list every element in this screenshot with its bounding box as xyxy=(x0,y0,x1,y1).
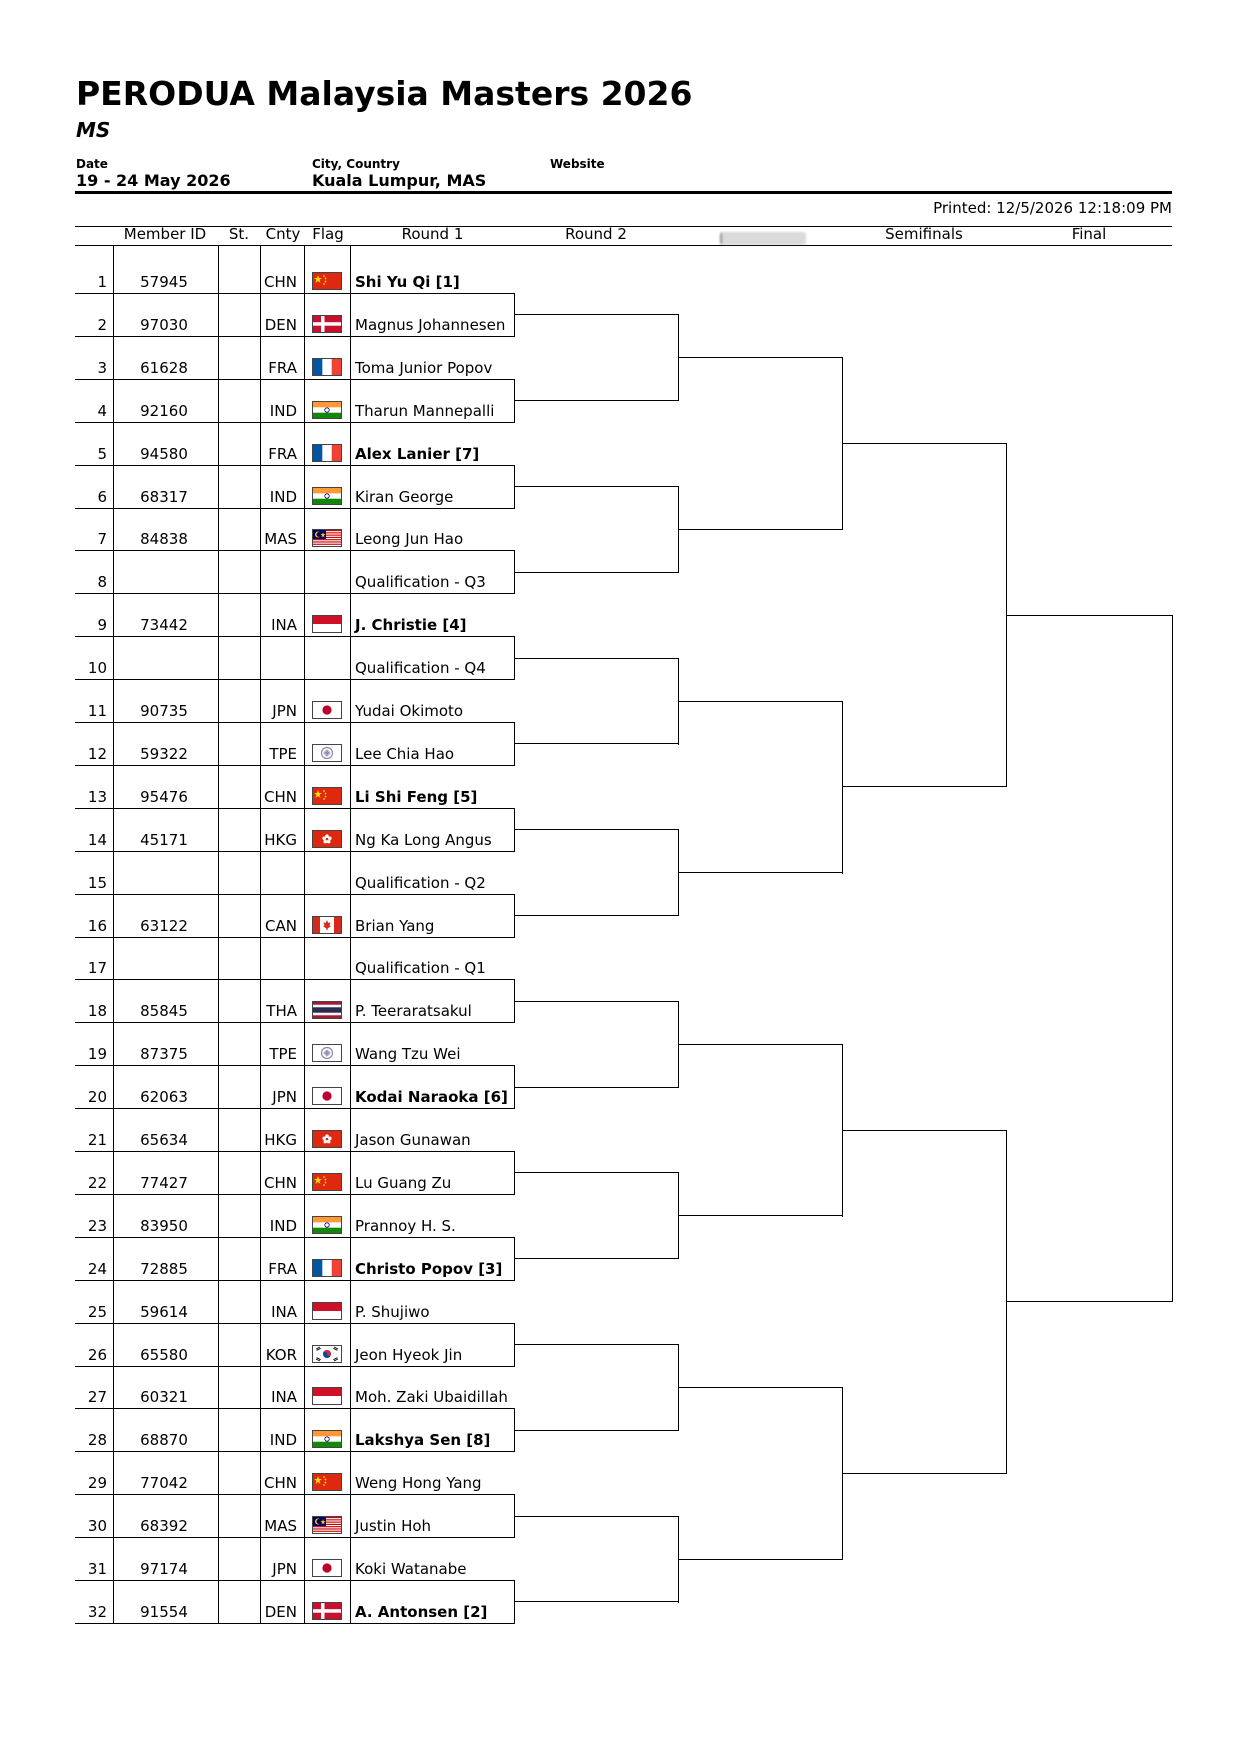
player-name[interactable]: Yudai Okimoto xyxy=(355,702,464,720)
row-underline xyxy=(75,593,515,594)
row-underline xyxy=(75,1623,515,1624)
row-underline xyxy=(75,1494,515,1495)
draw-position: 13 xyxy=(87,787,107,806)
row-underline xyxy=(75,979,515,980)
player-name[interactable]: Ng Ka Long Angus xyxy=(355,830,492,849)
draw-position: 17 xyxy=(87,959,107,978)
semifinal-match-line xyxy=(842,1130,1007,1131)
table-column-separator xyxy=(304,246,305,1624)
column-header-member-id: Member ID xyxy=(123,225,207,243)
round-2-match-line xyxy=(514,1516,679,1517)
header-divider xyxy=(75,191,1172,194)
draw-position: 8 xyxy=(97,573,107,592)
row-underline xyxy=(75,679,515,680)
player-name[interactable]: Lakshya Sen [8] xyxy=(355,1431,491,1450)
round-2-match-line xyxy=(514,314,679,315)
round-2-match-line-connector xyxy=(514,293,515,337)
player-name[interactable]: Prannoy H. S. xyxy=(355,1216,456,1235)
member-id: 59614 xyxy=(140,1302,188,1321)
country-code: CHN xyxy=(264,273,297,291)
draw-position: 18 xyxy=(87,1002,107,1021)
country-code: HKG xyxy=(264,830,297,849)
draw-position: 32 xyxy=(87,1602,107,1621)
tournament-title: PERODUA Malaysia Masters 2026 xyxy=(76,74,693,113)
player-name[interactable]: Qualification - Q1 xyxy=(355,959,486,978)
round-2-match-line xyxy=(514,572,679,573)
member-id: 62063 xyxy=(140,1088,188,1107)
japan-flag-icon xyxy=(312,701,342,719)
member-id: 73442 xyxy=(140,616,188,635)
japan-flag-icon xyxy=(312,1087,342,1105)
semifinal-match-line xyxy=(842,1473,1007,1474)
row-underline xyxy=(75,722,515,723)
member-id: 95476 xyxy=(140,787,188,806)
member-id: 57945 xyxy=(140,273,188,291)
player-name[interactable]: J. Christie [4] xyxy=(355,616,467,635)
player-name[interactable]: Toma Junior Popov xyxy=(355,358,493,377)
country-code: CHN xyxy=(264,787,297,806)
round-2-match-line xyxy=(514,1258,679,1259)
draw-position: 21 xyxy=(87,1131,107,1149)
draw-position: 27 xyxy=(87,1388,107,1407)
row-underline xyxy=(75,1237,515,1238)
member-id: 97174 xyxy=(140,1560,188,1578)
player-name[interactable]: Qualification - Q2 xyxy=(355,873,486,892)
country-code: FRA xyxy=(268,444,297,463)
row-underline xyxy=(75,1323,515,1324)
date-value: 19 - 24 May 2026 xyxy=(76,171,231,190)
country-code: IND xyxy=(269,1431,297,1450)
row-underline xyxy=(75,851,515,852)
draw-position: 28 xyxy=(87,1431,107,1450)
member-id: 65580 xyxy=(140,1345,188,1364)
player-name[interactable]: Moh. Zaki Ubaidillah xyxy=(355,1388,508,1407)
quarterfinal-match-line xyxy=(678,1215,843,1216)
indonesia-flag-icon xyxy=(312,615,342,633)
france-flag-icon xyxy=(312,1259,342,1277)
china-flag-icon xyxy=(312,1473,342,1491)
member-id: 83950 xyxy=(140,1216,188,1235)
quarterfinal-match-line xyxy=(678,357,843,358)
player-name[interactable]: Koki Watanabe xyxy=(355,1560,467,1578)
final-match-line xyxy=(1006,615,1173,616)
round-2-match-line xyxy=(514,1087,679,1088)
country-code: DEN xyxy=(264,315,297,334)
round-2-match-line xyxy=(514,743,679,744)
draw-position: 15 xyxy=(87,873,107,892)
row-underline xyxy=(75,1194,515,1195)
column-header-flag: Flag xyxy=(312,225,344,243)
player-name[interactable]: Qualification - Q3 xyxy=(355,573,486,592)
round-2-match-line xyxy=(514,1601,679,1602)
china-flag-icon xyxy=(312,787,342,805)
country-code: IND xyxy=(269,487,297,506)
player-name[interactable]: A. Antonsen [2] xyxy=(355,1602,488,1621)
row-underline xyxy=(75,465,515,466)
row-underline xyxy=(75,636,515,637)
player-name[interactable]: P. Teeraratsakul xyxy=(355,1002,472,1021)
draw-position: 11 xyxy=(87,702,107,720)
semifinal-match-line xyxy=(842,443,1007,444)
country-code: JPN xyxy=(272,1560,297,1578)
row-underline xyxy=(75,1366,515,1367)
row-underline xyxy=(75,1065,515,1066)
japan-flag-icon xyxy=(312,1559,342,1577)
quarterfinal-match-line xyxy=(678,1559,843,1560)
china-flag-icon xyxy=(312,272,342,290)
china-flag-icon xyxy=(312,1173,342,1191)
final-match-line-connector xyxy=(1006,1130,1007,1474)
row-underline xyxy=(75,1451,515,1452)
column-header-semifinals: Semifinals xyxy=(885,225,963,243)
draw-position: 3 xyxy=(97,358,107,377)
semifinal-match-line-connector xyxy=(842,701,843,874)
player-name[interactable]: Alex Lanier [7] xyxy=(355,444,480,463)
draw-position: 6 xyxy=(97,487,107,506)
draw-position: 31 xyxy=(87,1560,107,1578)
row-underline xyxy=(75,508,515,509)
event-code: MS xyxy=(76,118,111,142)
draw-position: 23 xyxy=(87,1216,107,1235)
member-id: 45171 xyxy=(140,830,188,849)
member-id: 68870 xyxy=(140,1431,188,1450)
player-name[interactable]: Leong Jun Hao xyxy=(355,530,464,549)
hong-kong-flag-icon xyxy=(312,1130,342,1148)
india-flag-icon xyxy=(312,1216,342,1234)
round-2-match-line xyxy=(514,400,679,401)
round-2-match-line xyxy=(514,1344,679,1345)
draw-position: 30 xyxy=(87,1517,107,1536)
member-id: 60321 xyxy=(140,1388,188,1407)
country-code: INA xyxy=(271,616,297,635)
round-2-match-line-connector xyxy=(514,894,515,938)
player-name[interactable]: Lee Chia Hao xyxy=(355,744,455,763)
round-2-match-line-connector xyxy=(514,465,515,509)
row-underline xyxy=(75,1580,515,1581)
printed-timestamp: Printed: 12/5/2026 12:18:09 PM xyxy=(933,199,1172,217)
member-id: 61628 xyxy=(140,358,188,377)
member-id: 90735 xyxy=(140,702,188,720)
row-underline xyxy=(75,1108,515,1109)
country-code: THA xyxy=(266,1002,297,1021)
country-code: JPN xyxy=(272,1088,297,1107)
member-id: 63122 xyxy=(140,916,188,935)
draw-position: 1 xyxy=(97,273,107,291)
column-header-final: Final xyxy=(1071,225,1107,243)
quarterfinal-match-line xyxy=(678,1044,843,1045)
country-code: FRA xyxy=(268,1259,297,1278)
location-label: City, Country xyxy=(312,157,400,171)
country-code: CHN xyxy=(264,1173,297,1192)
website-label: Website xyxy=(550,157,605,171)
row-underline xyxy=(75,422,515,423)
france-flag-icon xyxy=(312,444,342,462)
country-code: JPN xyxy=(272,702,297,720)
row-underline xyxy=(75,550,515,551)
country-code: KOR xyxy=(265,1345,297,1364)
round-2-match-line-connector xyxy=(514,808,515,852)
quarterfinal-match-line xyxy=(678,872,843,873)
location-value: Kuala Lumpur, MAS xyxy=(312,171,487,190)
table-column-separator xyxy=(113,246,114,1624)
country-code: INA xyxy=(271,1302,297,1321)
malaysia-flag-icon xyxy=(312,1516,342,1534)
draw-position: 9 xyxy=(97,616,107,635)
member-id: 77427 xyxy=(140,1173,188,1192)
column-header-round-1: Round 1 xyxy=(401,225,464,243)
player-name[interactable]: Wang Tzu Wei xyxy=(355,1045,461,1064)
canada-flag-icon xyxy=(312,916,342,934)
member-id: 94580 xyxy=(140,444,188,463)
chinese-taipei-flag-icon xyxy=(312,744,342,762)
draw-position: 24 xyxy=(87,1259,107,1278)
member-id: 84838 xyxy=(140,530,188,549)
row-underline xyxy=(75,1408,515,1409)
player-name[interactable]: Lu Guang Zu xyxy=(355,1173,452,1192)
member-id: 59322 xyxy=(140,744,188,763)
draw-position: 16 xyxy=(87,916,107,935)
draw-position: 29 xyxy=(87,1474,107,1493)
country-code: MAS xyxy=(264,530,297,549)
draw-position: 12 xyxy=(87,744,107,763)
indonesia-flag-icon xyxy=(312,1302,342,1320)
round-2-match-line-connector xyxy=(514,379,515,423)
india-flag-icon xyxy=(312,487,342,505)
korea-flag-icon xyxy=(312,1345,342,1363)
round-2-match-line xyxy=(514,1430,679,1431)
country-code: IND xyxy=(269,1216,297,1235)
final-match-line xyxy=(1006,1301,1173,1302)
row-underline xyxy=(75,894,515,895)
table-header-bottom-rule xyxy=(75,245,1172,246)
column-header-round-2: Round 2 xyxy=(565,225,627,243)
player-name[interactable]: Kodai Naraoka [6] xyxy=(355,1088,508,1107)
row-underline xyxy=(75,808,515,809)
country-code: TPE xyxy=(269,744,297,763)
round-2-match-line xyxy=(514,1172,679,1173)
draw-position: 5 xyxy=(97,444,107,463)
player-name[interactable]: P. Shujiwo xyxy=(355,1302,430,1321)
player-name[interactable]: Qualification - Q4 xyxy=(355,659,486,678)
round-2-match-line xyxy=(514,658,679,659)
member-id: 65634 xyxy=(140,1131,188,1149)
country-code: INA xyxy=(271,1388,297,1407)
date-label: Date xyxy=(76,157,108,171)
draw-position: 26 xyxy=(87,1345,107,1364)
country-code: HKG xyxy=(264,1131,297,1149)
table-column-separator xyxy=(350,246,351,1624)
semifinal-match-line xyxy=(842,786,1007,787)
row-underline xyxy=(75,1280,515,1281)
row-underline xyxy=(75,1151,515,1152)
player-name[interactable]: Justin Hoh xyxy=(355,1517,432,1536)
round-2-match-line-connector xyxy=(514,1580,515,1624)
player-name[interactable]: Christo Popov [3] xyxy=(355,1259,503,1278)
member-id: 72885 xyxy=(140,1259,188,1278)
draw-position: 10 xyxy=(87,659,107,678)
player-name[interactable]: Brian Yang xyxy=(355,916,435,935)
india-flag-icon xyxy=(312,1430,342,1448)
column-header-status: St. xyxy=(228,225,250,243)
player-name[interactable]: Li Shi Feng [5] xyxy=(355,787,478,806)
member-id: 92160 xyxy=(140,401,188,420)
column-header-country: Cnty xyxy=(265,225,301,243)
country-code: TPE xyxy=(269,1045,297,1064)
round-2-match-line-connector xyxy=(514,1151,515,1195)
country-code: CHN xyxy=(264,1474,297,1493)
scan-smudge xyxy=(720,232,806,245)
member-id: 85845 xyxy=(140,1002,188,1021)
round-2-match-line-connector xyxy=(514,722,515,766)
final-connector xyxy=(1172,615,1173,1302)
country-code: FRA xyxy=(268,358,297,377)
member-id: 68317 xyxy=(140,487,188,506)
player-name[interactable]: Jeon Hyeok Jin xyxy=(355,1345,463,1364)
row-underline xyxy=(75,1022,515,1023)
draw-position: 2 xyxy=(97,315,107,334)
member-id: 91554 xyxy=(140,1602,188,1621)
quarterfinal-match-line xyxy=(678,529,843,530)
table-column-separator xyxy=(218,246,219,1624)
round-2-match-line-connector xyxy=(514,1237,515,1281)
draw-position: 14 xyxy=(87,830,107,849)
member-id: 77042 xyxy=(140,1474,188,1493)
hong-kong-flag-icon xyxy=(312,830,342,848)
player-name[interactable]: Weng Hong Yang xyxy=(355,1474,482,1493)
draw-position: 7 xyxy=(97,530,107,549)
round-2-match-line xyxy=(514,486,679,487)
round-2-match-line xyxy=(514,1001,679,1002)
indonesia-flag-icon xyxy=(312,1387,342,1405)
quarterfinal-match-line xyxy=(678,1387,843,1388)
round-2-match-line-connector xyxy=(514,1323,515,1367)
row-underline xyxy=(75,379,515,380)
round-2-match-line xyxy=(514,829,679,830)
chinese-taipei-flag-icon xyxy=(312,1044,342,1062)
row-underline xyxy=(75,937,515,938)
india-flag-icon xyxy=(312,401,342,419)
denmark-flag-icon xyxy=(312,1602,342,1620)
country-code: IND xyxy=(269,401,297,420)
country-code: CAN xyxy=(265,916,297,935)
draw-position: 19 xyxy=(87,1045,107,1064)
round-2-match-line xyxy=(514,915,679,916)
player-name[interactable]: Kiran George xyxy=(355,487,454,506)
quarterfinal-match-line xyxy=(678,701,843,702)
draw-position: 25 xyxy=(87,1302,107,1321)
draw-position: 4 xyxy=(97,401,107,420)
draw-position: 22 xyxy=(87,1173,107,1192)
member-id: 87375 xyxy=(140,1045,188,1064)
player-name[interactable]: Magnus Johannesen xyxy=(355,315,506,334)
draw-position: 20 xyxy=(87,1088,107,1107)
row-underline xyxy=(75,293,515,294)
row-underline xyxy=(75,336,515,337)
member-id: 68392 xyxy=(140,1517,188,1536)
row-underline xyxy=(75,765,515,766)
denmark-flag-icon xyxy=(312,315,342,333)
player-name[interactable]: Jason Gunawan xyxy=(355,1131,471,1149)
player-name[interactable]: Tharun Mannepalli xyxy=(355,401,495,420)
row-underline xyxy=(75,1537,515,1538)
thailand-flag-icon xyxy=(312,1001,342,1019)
player-name[interactable]: Shi Yu Qi [1] xyxy=(355,273,460,291)
country-code: MAS xyxy=(264,1517,297,1536)
member-id: 97030 xyxy=(140,315,188,334)
country-code: DEN xyxy=(264,1602,297,1621)
malaysia-flag-icon xyxy=(312,529,342,547)
france-flag-icon xyxy=(312,358,342,376)
